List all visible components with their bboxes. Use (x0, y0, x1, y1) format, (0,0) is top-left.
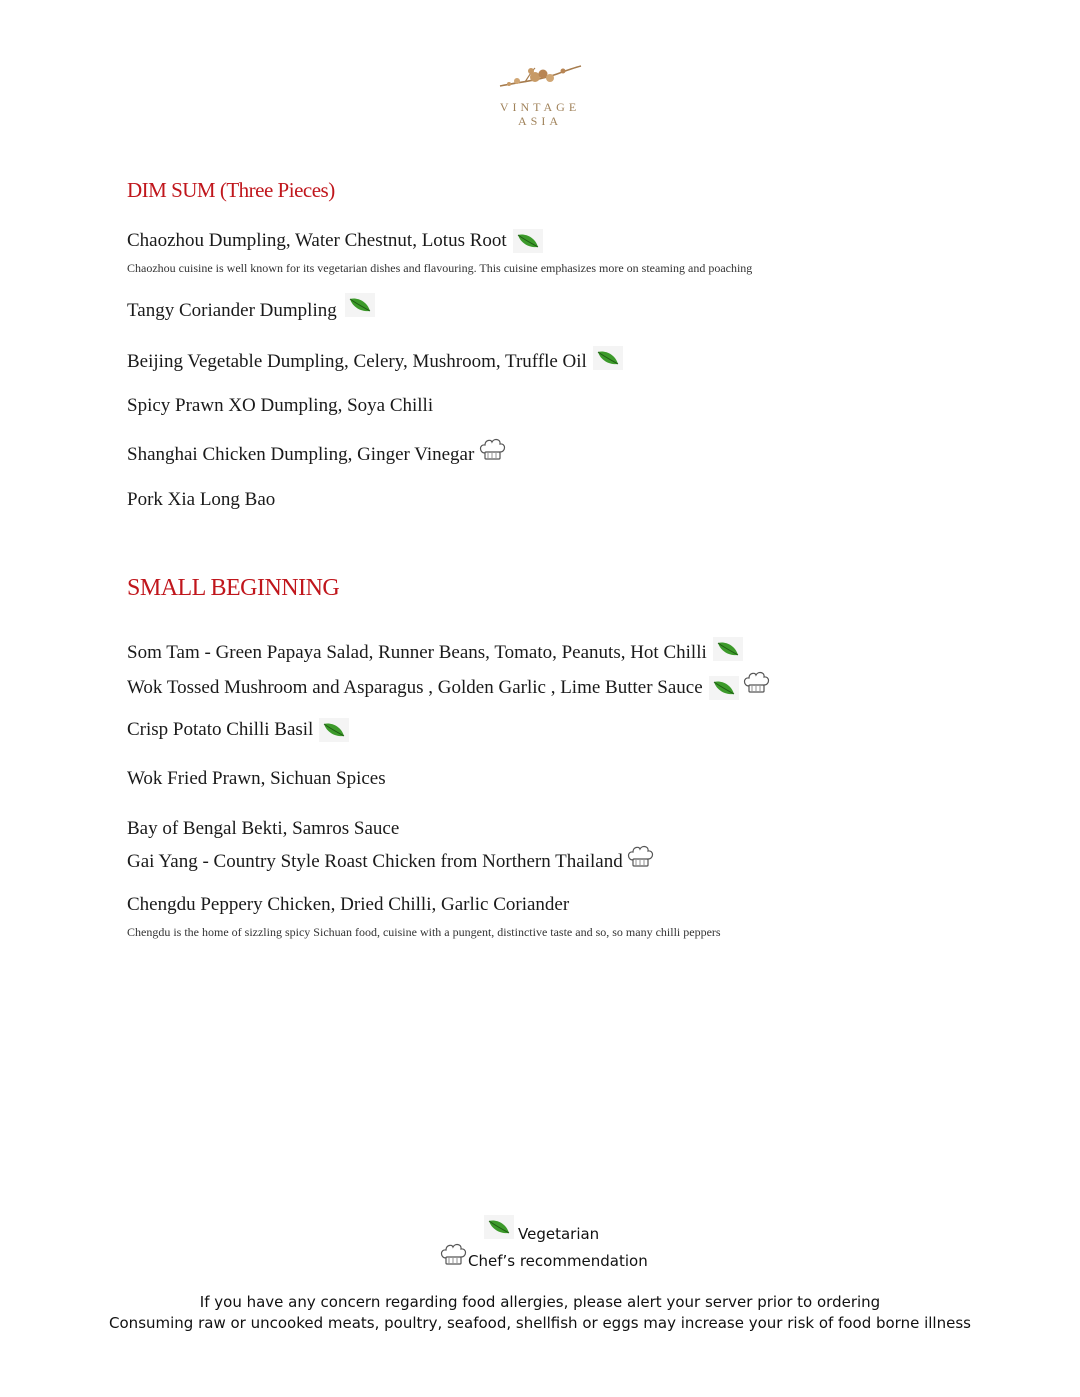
leaf-icon (709, 676, 739, 700)
menu-item-name: Beijing Vegetable Dumpling, Celery, Mushroom, Truffle Oil (127, 351, 587, 372)
menu-item-name: Chaozhou Dumpling, Water Chestnut, Lotus Root (127, 230, 507, 251)
chef-hat-icon (741, 670, 771, 696)
menu-item-description: Chaozhou cuisine is well known for its vegetarian dishes and flavouring. This cuisine emphasizes more on steaming and poaching (127, 261, 753, 275)
logo (480, 62, 600, 132)
menu-item-name: Crisp Potato Chilli Basil (127, 719, 314, 740)
menu-item-name: Wok Fried Prawn, Sichuan Spices (127, 768, 386, 789)
menu-item (127, 850, 655, 874)
menu-item-name: Tangy Coriander Dumpling (127, 300, 337, 321)
menu-item (127, 229, 543, 253)
logo-text-line1: VINTAGE (499, 100, 581, 114)
menu-item-name: Bay of Bengal Bekti, Samros Sauce (127, 818, 400, 839)
legend-chef-label: Chef’s recommendation (468, 1252, 648, 1270)
menu-item-name: Gai Yang - Country Style Roast Chicken from Northern Thailand (127, 851, 623, 872)
chef-hat-icon (477, 437, 507, 463)
menu-item-name: Shanghai Chicken Dumpling, Ginger Vinegar (127, 444, 475, 465)
menu-item (127, 641, 743, 665)
menu-item (127, 893, 569, 917)
section-title-dim-sum: DIM SUM (Three Pieces) (127, 178, 335, 202)
legend-vegetarian (484, 1211, 599, 1243)
menu-item-name: Som Tam - Green Papaya Salad, Runner Beans, Tomato, Peanuts, Hot Chilli (127, 642, 707, 663)
leaf-icon (593, 346, 623, 370)
menu-item-name: Chengdu Peppery Chicken, Dried Chilli, Garlic Coriander (127, 894, 570, 915)
menu-item (127, 676, 771, 700)
raw-food-warning: Consuming raw or uncooked meats, poultry, seafood, shellfish or eggs may increase your risk of food borne illness (109, 1314, 971, 1332)
menu-item (127, 488, 275, 512)
leaf-icon (513, 229, 543, 253)
menu-item (127, 443, 507, 467)
chef-hat-icon (438, 1242, 468, 1268)
allergy-note: If you have any concern regarding food allergies, please alert your server prior to ordering (199, 1293, 881, 1311)
menu-item (127, 394, 433, 418)
section-title-small-beginning: SMALL BEGINNING (127, 575, 340, 601)
leaf-icon (484, 1215, 514, 1239)
leaf-icon (345, 293, 375, 317)
menu-item (127, 718, 349, 742)
chef-hat-icon (625, 844, 655, 870)
menu-item-name: Pork Xia Long Bao (127, 489, 276, 510)
menu-item (127, 350, 623, 374)
legend-vegetarian-label: Vegetarian (518, 1225, 600, 1243)
menu-item (127, 767, 386, 791)
blossom-branch-icon (495, 62, 585, 94)
leaf-icon (713, 637, 743, 661)
menu-item-description: Chengdu is the home of sizzling spicy Sichuan food, cuisine with a pungent, distinctive taste and so, so many chilli peppers (127, 925, 721, 939)
menu-item-name: Wok Tossed Mushroom and Asparagus , Golden Garlic , Lime Butter Sauce (127, 677, 703, 698)
logo-text-line2: ASIA (517, 114, 562, 128)
leaf-icon (319, 718, 349, 742)
menu-item (127, 817, 399, 841)
legend-chef-recommendation (438, 1240, 648, 1270)
menu-item (127, 299, 375, 323)
menu-item-name: Spicy Prawn XO Dumpling, Soya Chilli (127, 395, 434, 416)
